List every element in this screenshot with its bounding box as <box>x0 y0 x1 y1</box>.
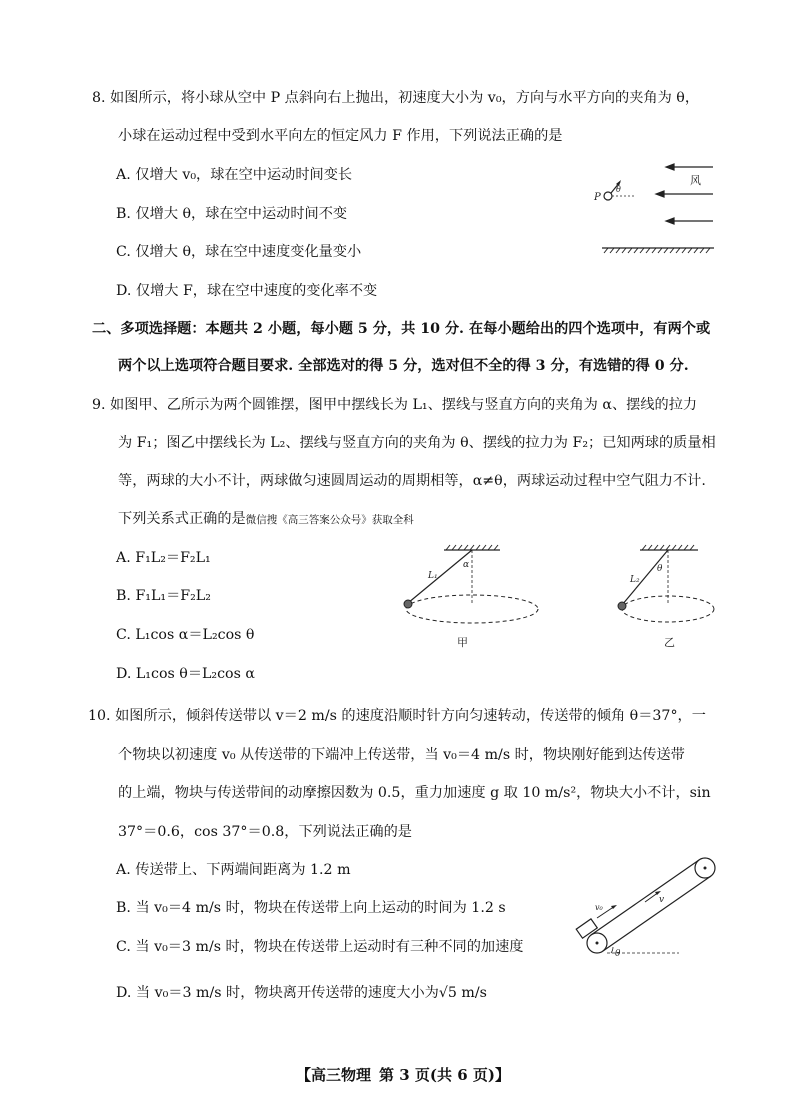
q9-label-b: 乙 <box>664 636 675 649</box>
q8-line-2: 小球在运动过程中受到水平向左的恒定风力 F 作用，下列说法正确的是 <box>118 128 563 144</box>
q10-belt-top <box>591 860 699 935</box>
q9-orbit-a <box>406 595 538 623</box>
q10-v-label: v <box>659 895 665 905</box>
q9-option-b: B. F₁L₁＝F₂L₂ <box>116 588 211 604</box>
q9-ball-b <box>618 602 626 610</box>
q8-option-b: B. 仅增大 θ，球在空中运动时间不变 <box>116 206 348 222</box>
q10-line-3: 的上端，物块与传送带间的动摩擦因数为 0.5，重力加速度 g 取 10 m/s²，物块大小不计，sin <box>118 785 711 801</box>
q8-theta-label: θ <box>616 185 621 194</box>
q8-option-a: A. 仅增大 v₀，球在空中运动时间变长 <box>116 167 353 183</box>
q9-l1-label: L₁ <box>428 571 438 581</box>
page-footer <box>0 1064 806 1085</box>
q10-option-c: C. 当 v₀＝3 m/s 时，物块在传送带上运动时有三种不同的加速度 <box>116 939 524 955</box>
q9-stem-end: 下列关系式正确的是 <box>118 511 246 527</box>
q8-wind-label: 风 <box>690 174 701 187</box>
q9-line-4 <box>118 509 414 530</box>
q9-option-a: A. F₁L₂＝F₂L₁ <box>116 550 211 566</box>
q9-pendulum-b-figure <box>610 545 730 655</box>
q10-theta-label: θ <box>615 949 621 959</box>
q8-option-c: C. 仅增大 θ，球在空中速度变化量变小 <box>116 244 362 260</box>
q9-option-c: C. L₁cos α＝L₂cos θ <box>116 627 255 643</box>
q9-ball-a <box>404 600 412 608</box>
q10-v0-label: v₀ <box>595 903 603 912</box>
q9-label-a: 甲 <box>457 636 468 649</box>
q10-belt-bottom <box>603 876 711 951</box>
q9-l2-label: L₂ <box>630 575 640 585</box>
q10-block <box>576 919 597 938</box>
q10-conveyor-figure <box>575 852 725 967</box>
q9-theta-label: θ <box>657 564 663 574</box>
q8-p-label: P <box>594 192 601 203</box>
q9-watermark: 微信搜《高三答案公众号》获取全科 <box>245 514 414 526</box>
section-2-line-1: 二、多项选择题：本题共 2 小题，每小题 5 分，共 10 分. 在每小题给出的四个选项中，有两个或 <box>92 321 711 337</box>
q9-line-2: 为 F₁；图乙中摆线长为 L₂、摆线与竖直方向的夹角为 θ、摆线的拉力为 F₂；已知两球的质量相 <box>118 435 716 451</box>
q10-option-d: D. 当 v₀＝3 m/s 时，物块离开传送带的速度大小为√5 m/s <box>116 985 487 1001</box>
q10-option-b: B. 当 v₀＝4 m/s 时，物块在传送带上向上运动的时间为 1.2 s <box>116 900 506 916</box>
q9-pendulum-a-figure <box>400 545 570 655</box>
q10-line-2: 个物块以初速度 v₀ 从传送带的下端冲上传送带，当 v₀＝4 m/s 时，物块刚好能到达传送带 <box>118 747 685 763</box>
footer-subject: 【高三物理 <box>296 1066 372 1084</box>
q9-line-3: 等，两球的大小不计，两球做匀速圆周运动的周期相等，α≠θ，两球运动过程中空气阻力不计. <box>118 473 706 489</box>
q9-line-1: 9. 如图甲、乙所示为两个圆锥摆，图甲中摆线长为 L₁、摆线与竖直方向的夹角为 α、摆线的拉力 <box>92 397 698 413</box>
q8-wind-figure <box>586 160 716 255</box>
q9-orbit-b <box>622 596 714 622</box>
q10-line-1: 10. 如图所示，倾斜传送带以 v＝2 m/s 的速度沿顺时针方向匀速转动，传送带的倾角 θ＝37°，一 <box>88 708 706 724</box>
footer-page-number: 第 3 页(共 6 页)】 <box>379 1066 510 1084</box>
q9-option-d: D. L₁cos θ＝L₂cos α <box>116 666 255 682</box>
q10-option-a: A. 传送带上、下两端间距离为 1.2 m <box>116 862 351 878</box>
q8-line-1: 8. 如图所示，将小球从空中 P 点斜向右上抛出，初速度大小为 v₀，方向与水平方向的夹角为 θ， <box>92 90 700 106</box>
q8-ball <box>604 192 612 200</box>
q9-alpha-label: α <box>463 560 470 570</box>
q9-string-b <box>622 550 668 605</box>
q10-line-4: 37°＝0.6，cos 37°＝0.8，下列说法正确的是 <box>118 824 412 840</box>
q8-option-d: D. 仅增大 F，球在空中速度的变化率不变 <box>116 283 378 299</box>
section-2-line-2: 两个以上选项符合题目要求. 全部选对的得 5 分，选对但不全的得 3 分，有选错的得 0 分. <box>118 358 689 374</box>
